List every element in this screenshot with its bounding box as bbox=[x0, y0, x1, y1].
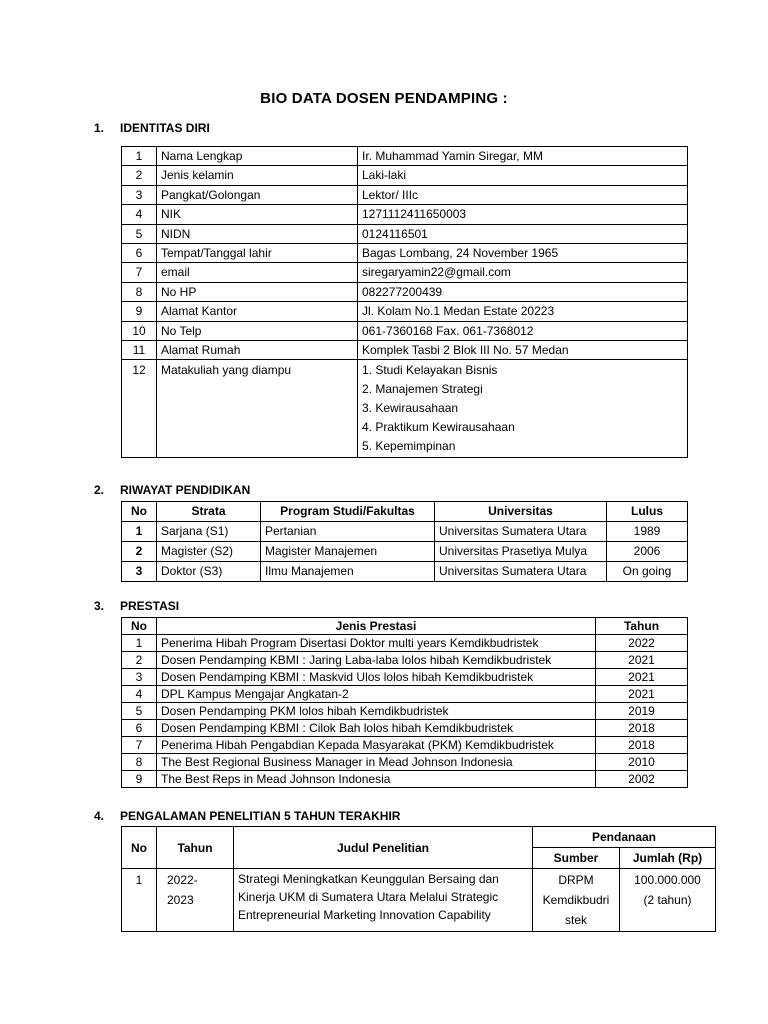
section-title: PRESTASI bbox=[120, 599, 180, 613]
column-header: Tahun bbox=[596, 618, 688, 635]
tahun-line: 2023 bbox=[167, 893, 194, 907]
list-item: 3. Kewirausahaan bbox=[362, 401, 459, 416]
row-number: 8 bbox=[122, 754, 157, 771]
field-value: 1271112411650003 bbox=[358, 205, 688, 224]
table-row bbox=[122, 205, 688, 224]
sumber-line: DRPM bbox=[558, 873, 594, 887]
field-label: No Telp bbox=[157, 321, 358, 340]
tahun-cell: 2021 bbox=[596, 686, 688, 703]
tahun-cell: 2021 bbox=[596, 652, 688, 669]
prestasi-cell: Penerima Hibah Program Disertasi Doktor multi years Kemdikbudristek bbox=[157, 635, 596, 652]
field-label: Pangkat/Golongan bbox=[157, 185, 358, 204]
field-label: No HP bbox=[157, 282, 358, 301]
field-value: 0124116501 bbox=[358, 224, 688, 243]
sumber-cell bbox=[533, 869, 620, 932]
email-value: siregaryamin22@gmail.com bbox=[358, 263, 688, 282]
jumlah-line: (2 tahun) bbox=[643, 893, 692, 907]
table-row bbox=[122, 652, 688, 669]
field-value: Bagas Lombang, 24 November 1965 bbox=[358, 243, 688, 262]
row-number: 8 bbox=[122, 282, 157, 301]
row-number: 2 bbox=[122, 542, 157, 562]
table-row bbox=[122, 302, 688, 321]
field-value: 061-7360168 Fax. 061-7368012 bbox=[358, 321, 688, 340]
table-row bbox=[122, 869, 716, 932]
row-number: 2 bbox=[122, 652, 157, 669]
column-header: Judul Penelitian bbox=[234, 827, 533, 869]
section-title: PENGALAMAN PENELITIAN 5 TAHUN TERAKHIR bbox=[120, 809, 401, 823]
row-number: 6 bbox=[122, 720, 157, 737]
field-label: Alamat Kantor bbox=[157, 302, 358, 321]
document-title: BIO DATA DOSEN PENDAMPING : bbox=[260, 90, 508, 107]
row-number: 3 bbox=[122, 185, 157, 204]
table-row bbox=[122, 542, 688, 562]
list-item: 4. Praktikum Kewirausahaan bbox=[362, 420, 515, 435]
field-label: email bbox=[157, 263, 358, 282]
universitas-cell: Universitas Sumatera Utara bbox=[435, 562, 607, 582]
field-label: NIDN bbox=[157, 224, 358, 243]
field-label: NIK bbox=[157, 205, 358, 224]
tahun-cell: 2019 bbox=[596, 703, 688, 720]
table-header-row bbox=[122, 502, 688, 522]
table-row bbox=[122, 635, 688, 652]
field-value: Laki-laki bbox=[358, 166, 688, 185]
table-row bbox=[122, 185, 688, 204]
table-row bbox=[122, 771, 688, 788]
section-heading-penelitian bbox=[94, 809, 400, 823]
column-header: Program Studi/Fakultas bbox=[261, 502, 435, 522]
row-number: 6 bbox=[122, 243, 157, 262]
jumlah-line: 100.000.000 bbox=[634, 873, 701, 887]
section-number: 1. bbox=[94, 121, 105, 135]
section-title: IDENTITAS DIRI bbox=[120, 121, 210, 135]
section-heading-prestasi bbox=[94, 599, 179, 613]
tahun-cell: 2010 bbox=[596, 754, 688, 771]
prodi-cell: Magister Manajemen bbox=[261, 542, 435, 562]
list-item: 1. Studi Kelayakan Bisnis bbox=[362, 363, 498, 378]
tahun-cell: 2021 bbox=[596, 669, 688, 686]
row-number: 7 bbox=[122, 737, 157, 754]
list-item: 5. Kepemimpinan bbox=[362, 439, 456, 454]
field-label: Nama Lengkap bbox=[157, 147, 358, 166]
column-header: Universitas bbox=[435, 502, 607, 522]
field-label: Matakuliah yang diampu bbox=[157, 360, 358, 458]
table-row bbox=[122, 754, 688, 771]
judul-line: Entrepreneurial Marketing Innovation Capability bbox=[238, 908, 491, 922]
prestasi-cell: Penerima Hibah Pengabdian Kepada Masyarakat (PKM) Kemdikbudristek bbox=[157, 737, 596, 754]
sumber-line: Kemdikbudri bbox=[542, 893, 610, 907]
table-row bbox=[122, 522, 688, 542]
prestasi-cell: Dosen Pendamping PKM lolos hibah Kemdikbudristek bbox=[157, 703, 596, 720]
row-number: 4 bbox=[122, 205, 157, 224]
column-header: Sumber bbox=[533, 848, 620, 869]
row-number: 9 bbox=[122, 771, 157, 788]
table-row bbox=[122, 669, 688, 686]
table-row bbox=[122, 703, 688, 720]
tahun-cell: 2022 bbox=[596, 635, 688, 652]
section-heading-pendidikan bbox=[94, 483, 250, 497]
section-number: 2. bbox=[94, 483, 105, 497]
row-number: 1 bbox=[122, 147, 157, 166]
table-row bbox=[122, 737, 688, 754]
row-number: 7 bbox=[122, 263, 157, 282]
sumber-line: stek bbox=[564, 913, 587, 927]
lulus-cell: 1989 bbox=[607, 522, 688, 542]
row-number: 5 bbox=[122, 703, 157, 720]
row-number: 3 bbox=[122, 562, 157, 582]
lulus-cell: On going bbox=[607, 562, 688, 582]
row-number: 10 bbox=[122, 321, 157, 340]
field-label: Tempat/Tanggal lahir bbox=[157, 243, 358, 262]
column-header: Pendanaan bbox=[533, 827, 716, 848]
table-row bbox=[122, 562, 688, 582]
row-number: 9 bbox=[122, 302, 157, 321]
prestasi-cell: The Best Regional Business Manager in Mead Johnson Indonesia bbox=[157, 754, 596, 771]
table-row bbox=[122, 321, 688, 340]
section-number: 3. bbox=[94, 599, 105, 613]
row-number: 1 bbox=[122, 522, 157, 542]
table-row bbox=[122, 686, 688, 703]
column-header: Strata bbox=[157, 502, 261, 522]
table-row bbox=[122, 720, 688, 737]
universitas-cell: Universitas Prasetiya Mulya bbox=[435, 542, 607, 562]
tahun-cell bbox=[157, 869, 234, 932]
table-header-row bbox=[122, 827, 716, 848]
row-number: 1 bbox=[122, 635, 157, 652]
row-number: 1 bbox=[122, 869, 157, 932]
strata-cell: Magister (S2) bbox=[157, 542, 261, 562]
tahun-cell: 2002 bbox=[596, 771, 688, 788]
judul-line: Strategi Meningkatkan Keunggulan Bersaing dan bbox=[238, 872, 499, 886]
row-number: 4 bbox=[122, 686, 157, 703]
prestasi-cell: Dosen Pendamping KBMI : Jaring Laba-laba lolos hibah Kemdikbudristek bbox=[157, 652, 596, 669]
section-title: RIWAYAT PENDIDIKAN bbox=[120, 483, 251, 497]
table-header-row bbox=[122, 618, 688, 635]
table-row bbox=[122, 263, 688, 282]
column-header: Lulus bbox=[607, 502, 688, 522]
prestasi-cell: The Best Reps in Mead Johnson Indonesia bbox=[157, 771, 596, 788]
identitas-table bbox=[121, 146, 688, 458]
table-row bbox=[122, 147, 688, 166]
prestasi-cell: Dosen Pendamping KBMI : Cilok Bah lolos hibah Kemdikbudristek bbox=[157, 720, 596, 737]
prodi-cell: Ilmu Manajemen bbox=[261, 562, 435, 582]
list-item: 2. Manajemen Strategi bbox=[362, 382, 483, 397]
prodi-cell: Pertanian bbox=[261, 522, 435, 542]
column-header: Jenis Prestasi bbox=[157, 618, 596, 635]
field-label: Jenis kelamin bbox=[157, 166, 358, 185]
strata-cell: Sarjana (S1) bbox=[157, 522, 261, 542]
column-header: No bbox=[122, 618, 157, 635]
judul-line: Kinerja UKM di Sumatera Utara Melalui Strategic bbox=[238, 890, 499, 904]
prestasi-cell: DPL Kampus Mengajar Angkatan-2 bbox=[157, 686, 596, 703]
field-value: Komplek Tasbi 2 Blok III No. 57 Medan bbox=[358, 340, 688, 359]
pendidikan-table bbox=[121, 501, 688, 582]
universitas-cell: Universitas Sumatera Utara bbox=[435, 522, 607, 542]
prestasi-table bbox=[121, 617, 688, 788]
section-heading-identitas bbox=[94, 121, 210, 135]
table-row bbox=[122, 360, 688, 458]
lulus-cell: 2006 bbox=[607, 542, 688, 562]
field-value: 082277200439 bbox=[358, 282, 688, 301]
field-label: Alamat Rumah bbox=[157, 340, 358, 359]
field-value: Jl. Kolam No.1 Medan Estate 20223 bbox=[358, 302, 688, 321]
judul-cell bbox=[234, 869, 533, 932]
tahun-line: 2022- bbox=[167, 873, 198, 887]
tahun-cell: 2018 bbox=[596, 720, 688, 737]
column-header: No bbox=[122, 502, 157, 522]
row-number: 5 bbox=[122, 224, 157, 243]
table-row bbox=[122, 340, 688, 359]
row-number: 3 bbox=[122, 669, 157, 686]
penelitian-table bbox=[121, 826, 716, 932]
column-header: Jumlah (Rp) bbox=[620, 848, 716, 869]
row-number: 12 bbox=[122, 360, 157, 458]
table-row bbox=[122, 243, 688, 262]
field-value: Lektor/ IIIc bbox=[358, 185, 688, 204]
column-header: No bbox=[122, 827, 157, 869]
section-number: 4. bbox=[94, 809, 105, 823]
table-row bbox=[122, 282, 688, 301]
field-value: Ir. Muhammad Yamin Siregar, MM bbox=[358, 147, 688, 166]
row-number: 2 bbox=[122, 166, 157, 185]
table-row bbox=[122, 224, 688, 243]
matakuliah-list bbox=[358, 360, 688, 458]
prestasi-cell: Dosen Pendamping KBMI : Maskvid Ulos lolos hibah Kemdikbudristek bbox=[157, 669, 596, 686]
jumlah-cell bbox=[620, 869, 716, 932]
column-header: Tahun bbox=[157, 827, 234, 869]
strata-cell: Doktor (S3) bbox=[157, 562, 261, 582]
row-number: 11 bbox=[122, 340, 157, 359]
tahun-cell: 2018 bbox=[596, 737, 688, 754]
table-row bbox=[122, 166, 688, 185]
